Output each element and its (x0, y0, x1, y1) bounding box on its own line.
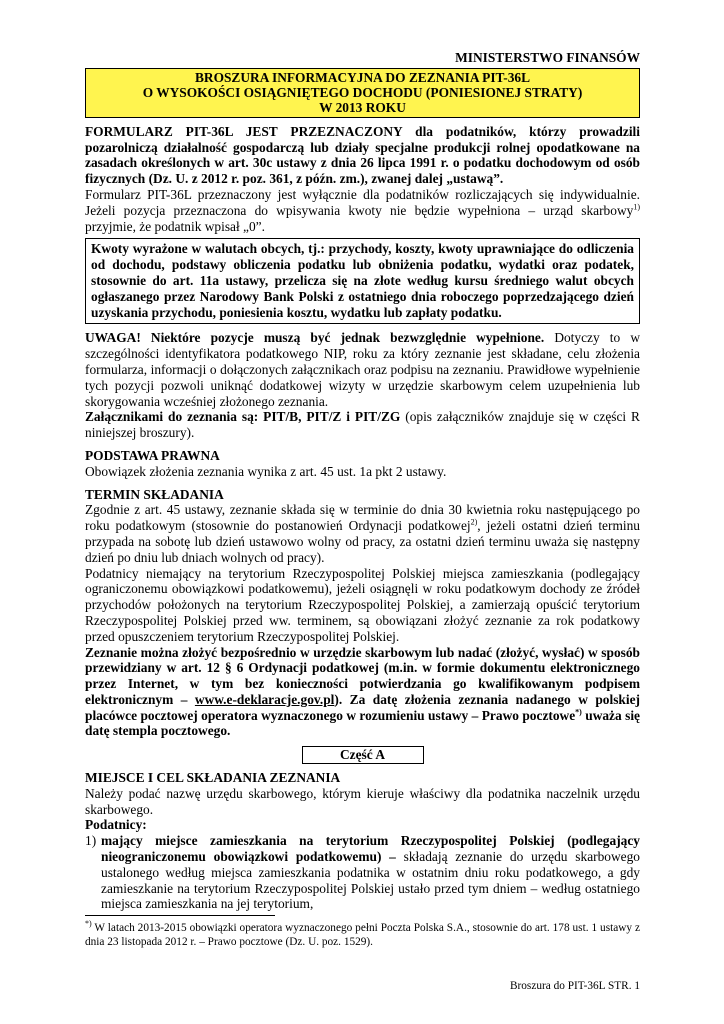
warning-text: Dotyczy to w szczególności identyfikatora podatkowego NIP, roku za który zeznanie jest składane, celu złożenia formularza, informacji o dołączonych załącznikach oraz podpisu na zeznaniu. Prawidłowe wypełnienie tych pozycji pozwoli uniknąć dodatkowej wizyty w urzędzie skarbowym celem uzupełnienia lub skorygowania wcześniej złożonego zeznania. (85, 330, 640, 409)
list-item (85, 833, 640, 912)
submission-text: Zeznanie można złożyć bezpośrednio w urzędzie skarbowym lub nadać (złożyć, wysłać) w sposób przewidziany w art. 12 § 6 Ordynacji podatkowej (m.in. w formie dokumentu elektronicznego przez Internet, w tym bez konieczności potwierdzania go kwalifikowanym podpisem elektronicznym – (85, 644, 640, 707)
submission-text-end: uważa się datę stempla pocztowego. (85, 707, 640, 739)
intro-text-end: przyjmie, że podatnik wpisał „0”. (85, 218, 265, 234)
intro-bold: FORMULARZ PIT-36L JEST PRZEZNACZONY dla podatników, którzy prowadzili pozarolniczą działalność gospodarczą lub działy specjalne produkcji rolnej opodatkowane na zasadach określonych w art. 30c ustawy z dnia 26 lipca 1991 r. o podatku dochodowym od osób fizycznych (Dz. U. z 2012 r. poz. 361, z późn. zm.), zwanej dalej „ustawą”. (85, 123, 640, 187)
deadline-text: Zgodnie z art. 45 ustawy, zeznanie składa się w terminie do dnia 30 kwietnia roku następującego po roku podatkowym (stosownie do postanowień Ordynacji podatkowej (85, 502, 640, 534)
submission-paragraph (85, 645, 640, 740)
title-line: O WYSOKOŚCI OSIĄGNIĘTEGO DOCHODU (PONIESIONEJ STRATY) (142, 84, 583, 100)
list-body (101, 833, 640, 912)
page-footer: Broszura do PIT-36L STR. 1 (509, 980, 640, 992)
intro-paragraph (85, 124, 640, 187)
intro-text: Formularz PIT-36L przeznaczony jest wyłącznie dla podatników rozliczających się indywidualnie. Jeżeli pozycja przeznaczona do wpisywania kwoty nie będzie wypełniona – urząd skarbowy (85, 186, 640, 218)
taxpayers-label: Podatnicy: (85, 817, 147, 833)
legal-basis-heading: PODSTAWA PRAWNA (85, 447, 220, 463)
nonresident-paragraph: Podatnicy niemający na terytorium Rzeczypospolitej Polskiej miejsca zamieszkania (podlegający ograniczonemu obowiązkowi podatkowemu), jeżeli osiągnęli w roku podatkowym dochody ze źródeł przychodów położonych na terytorium Rzeczypospolitej Polskiej, a zamierzają opuścić terytorium Rzeczypospolitej Polskiej przed ww. terminem, są obowiązani złożyć zeznanie za rok podatkowy przed opuszczeniem terytorium Rzeczypospolitej Polskiej. (85, 565, 640, 644)
footnote-ref: *) (575, 707, 582, 717)
brochure-title-box (85, 68, 640, 118)
footnote-ref: 2) (470, 517, 478, 527)
list-number: 1) (85, 833, 97, 849)
document-page (85, 50, 640, 949)
title-line: BROSZURA INFORMACYJNA DO ZEZNANIA PIT-36L (194, 69, 531, 85)
footnote-text: W latach 2013-2015 obowiązki operatora wyznaczonego pełni Poczta Polska S.A., stosownie do art. 178 ust. 1 ustawy z dnia 23 listopada 2012 r. – Prawo pocztowe (Dz. U. poz. 1529). (85, 922, 640, 949)
section-a-label: Część A (302, 746, 424, 764)
deadline-heading: TERMIN SKŁADANIA (85, 486, 224, 502)
deadline-paragraph (85, 502, 640, 565)
attachments-text: (opis załączników znajduje się w części R niniejszej broszury). (85, 409, 640, 441)
footnote (85, 921, 640, 949)
footnote-ref: 1) (633, 202, 640, 212)
currency-info-box: Kwoty wyrażone w walutach obcych, tj.: przychody, koszty, kwoty uprawniające do odliczenia od dochodu, podstawy obliczenia podatku lub obniżenia podatku, wydatki oraz podatek, stosownie do art. 11a ustawy, przelicza się na złote według kursu średniego walut obcych ogłaszanego przez Narodowy Bank Polski z ostatniego dnia roboczego poprzedzającego dzień uzyskania przychodu, poniesienia kosztu, wydatku lub zapłaty podatku. (85, 238, 640, 324)
deadline-text-end: , jeżeli ostatni dzień terminu przypada na sobotę lub dzień ustawowo wolny od pracy, za ostatni dzień terminu uważa się następny dzień po dniu lub dniach wolnych od pracy). (85, 518, 640, 565)
footnote-mark: *) (85, 919, 92, 929)
section-a-text: Należy podać nazwę urzędu skarbowego, którym kieruje właściwy dla podatnika naczelnik urzędu skarbowego. (85, 785, 640, 817)
attachments-bold: Załącznikami do zeznania są: PIT/B, PIT/Z i PIT/ZG (85, 409, 401, 425)
warning-paragraph (85, 330, 640, 409)
intro-note (85, 187, 640, 234)
warning-bold: UWAGA! Niektóre pozycje muszą być jednak bezwzględnie wypełnione. (85, 330, 545, 346)
submission-text-mid: ). Za datę złożenia zeznania nadanego w polskiej placówce pocztowej operatora wyznaczonego w rozumieniu ustawy – Prawo pocztowe (85, 691, 640, 723)
e-deklaracje-link[interactable]: www.e-deklaracje.gov.pl (194, 691, 335, 707)
attachments-paragraph (85, 409, 640, 441)
legal-basis-text: Obowiązek złożenia zeznania wynika z art. 45 ust. 1a pkt 2 ustawy. (85, 463, 447, 479)
list-bold: mający miejsce zamieszkania na terytorium Rzeczypospolitej Polskiej (podlegający nieograniczonemu obowiązkowi podatkowemu) – (101, 833, 640, 865)
title-line: W 2013 ROKU (319, 99, 406, 115)
ministry-name: MINISTERSTWO FINANSÓW (455, 50, 640, 65)
list-text: składają zeznanie do urzędu skarbowego ustalonego według miejsca zamieszkania podatnika w ostatnim dniu roku podatkowego, a gdy zamieszkanie na terytorium Rzeczypospolitej Polskiej ustało przed tym dniem – według ostatniego miejsca zamieszkania na jej terytorium, (101, 849, 640, 912)
footnote-divider (85, 915, 275, 916)
section-a-heading: MIEJSCE I CEL SKŁADANIA ZEZNANIA (85, 770, 341, 786)
